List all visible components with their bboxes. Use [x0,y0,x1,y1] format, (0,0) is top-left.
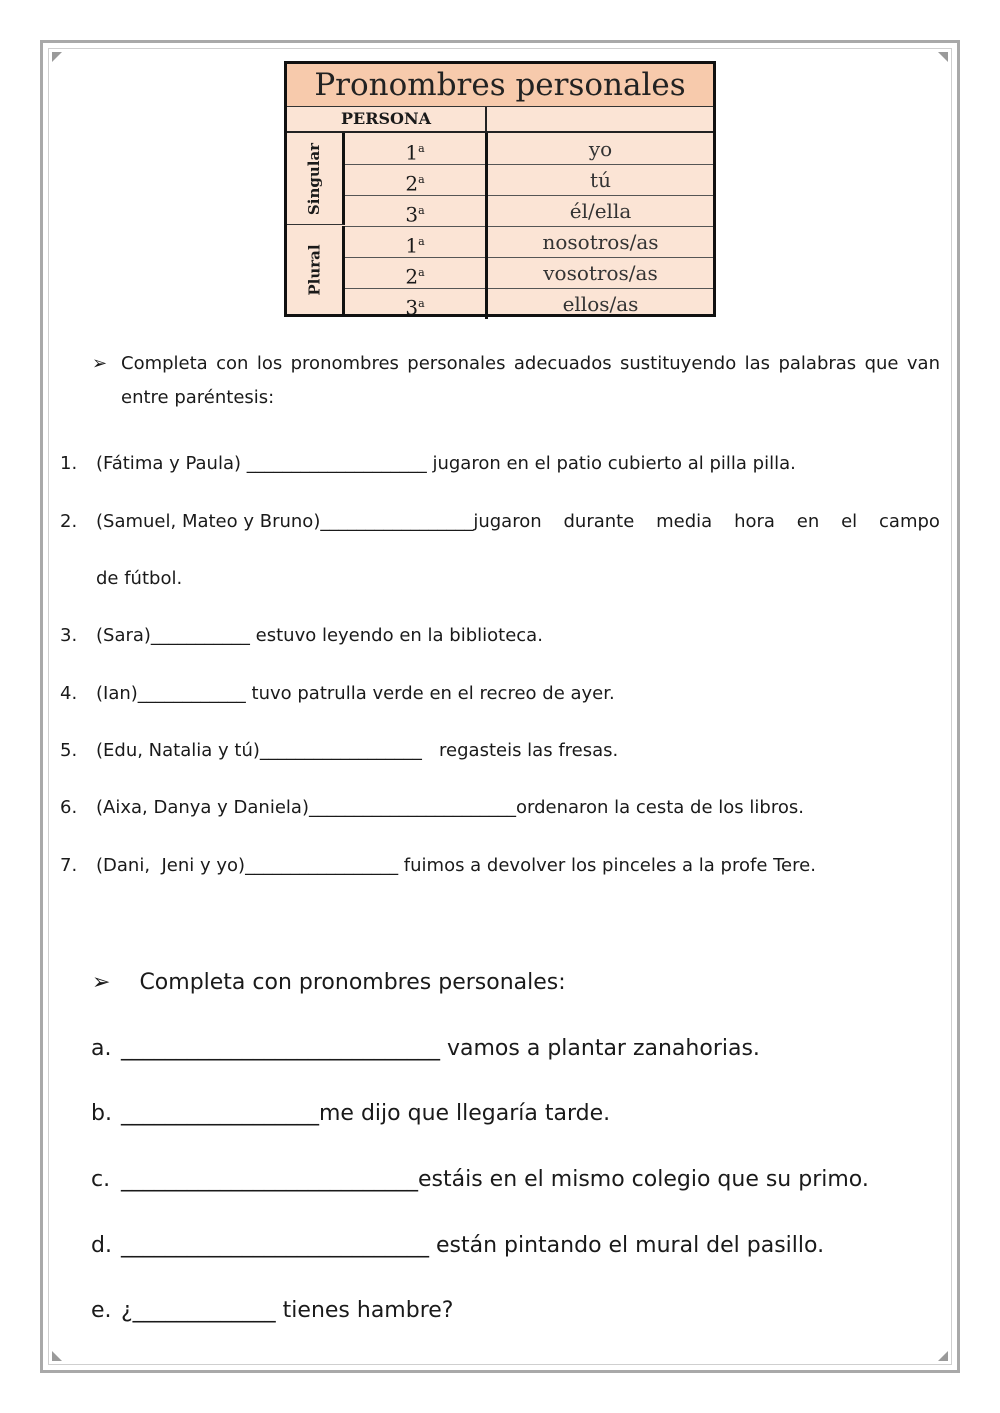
exercise-sentence: ¿_____________ tienes hambre? [121,1298,454,1323]
exercise-sentence: (Fátima y Paula) ____________________ jugaron en el patio cubierto al pilla pilla. [96,453,796,474]
pronoun-cell: él/ella [569,199,632,223]
table-row: 1$^a$ nosotros/as [345,226,713,258]
exercise-sentence: ____________________________ están pintando el mural del pasillo. [121,1233,825,1258]
instruction-text: Completa con los pronombres personales adecuados sustituyendo las palabras que van entre paréntesis: [121,353,940,408]
header-persona: PERSONA [287,107,487,133]
arrow-bullet-icon: ➢ [92,353,108,374]
table-row: 3$^a$ él/ella [345,195,713,227]
table-row: 2$^a$ vosotros/as [345,257,713,289]
exercise-sentence: (Dani, Jeni y yo)_________________ fuimos a devolver los pinceles a la profe Tere. [96,855,816,876]
exercise-sentence: _____________________________ vamos a plantar zanahorias. [121,1036,760,1061]
list-item: b. __________________me dijo que llegaría tarde. [91,1101,611,1126]
exercise-sentence: ___________________________estáis en el mismo colegio que su primo. [121,1167,869,1192]
list-item: d. ____________________________ están pintando el mural del pasillo. [91,1233,825,1258]
exercise-sentence-continued: de fútbol. [96,568,183,589]
list-item: 2. [60,511,78,532]
list-item: 4. (Ian)____________ tuvo patrulla verde en el recreo de ayer. [60,683,615,704]
instruction-text: Completa con pronombres personales: [139,970,566,995]
list-item: a. _____________________________ vamos a plantar zanahorias. [91,1036,760,1061]
pronoun-cell: nosotros/as [542,230,659,254]
exercise-sentence: (Edu, Natalia y tú)__________________ regasteis las fresas. [96,740,619,761]
exercise1-instruction [92,347,940,415]
list-item: 1. (Fátima y Paula) ____________________ jugaron en el patio cubierto al pilla pilla. [60,453,796,474]
arrow-bullet-icon: ➢ [92,970,111,995]
list-item: 6. (Aixa, Danya y Daniela)_______________________ordenaron la cesta de los libros. [60,797,804,818]
group-plural: Plural [287,226,345,314]
exercise-sentence: (Aixa, Danya y Daniela)_______________________ordenaron la cesta de los libros. [96,797,804,818]
pronoun-cell: ellos/as [562,292,639,316]
pronoun-cell: vosotros/as [543,261,658,285]
corner-ornament-icon [52,52,62,62]
pronoun-cell: yo [588,137,613,161]
list-item: 5. (Edu, Natalia y tú)__________________ regasteis las fresas. [60,740,619,761]
header-empty [487,107,713,133]
pronoun-table [284,61,716,320]
table-row: 1$^a$ yo [345,133,713,165]
table-title: Pronombres personales [287,64,713,107]
list-item: e. ¿_____________ tienes hambre? [91,1298,454,1323]
exercise-sentence: __________________me dijo que llegaría tarde. [121,1101,611,1126]
table-row: 3$^a$ ellos/as [345,288,713,319]
table-row: 2$^a$ tú [345,164,713,196]
exercise2-instruction [92,966,566,1000]
exercise-sentence: (Ian)____________ tuvo patrulla verde en el recreo de ayer. [96,683,615,704]
exercise-sentence: (Sara)___________ estuvo leyendo en la biblioteca. [96,625,543,646]
corner-ornament-icon [938,52,948,62]
corner-ornament-icon [52,1351,62,1361]
exercise-sentence: (Samuel, Mateo y Bruno)_________________jugaron durante media hora en el campo [96,511,940,532]
list-item: c. ___________________________estáis en el mismo colegio que su primo. [91,1167,869,1192]
pronoun-cell: tú [590,168,611,192]
list-item: 3. (Sara)___________ estuvo leyendo en la biblioteca. [60,625,543,646]
group-singular: Singular [287,133,345,225]
list-item: 7. (Dani, Jeni y yo)_________________ fuimos a devolver los pinceles a la profe Tere. [60,855,816,876]
corner-ornament-icon [938,1351,948,1361]
